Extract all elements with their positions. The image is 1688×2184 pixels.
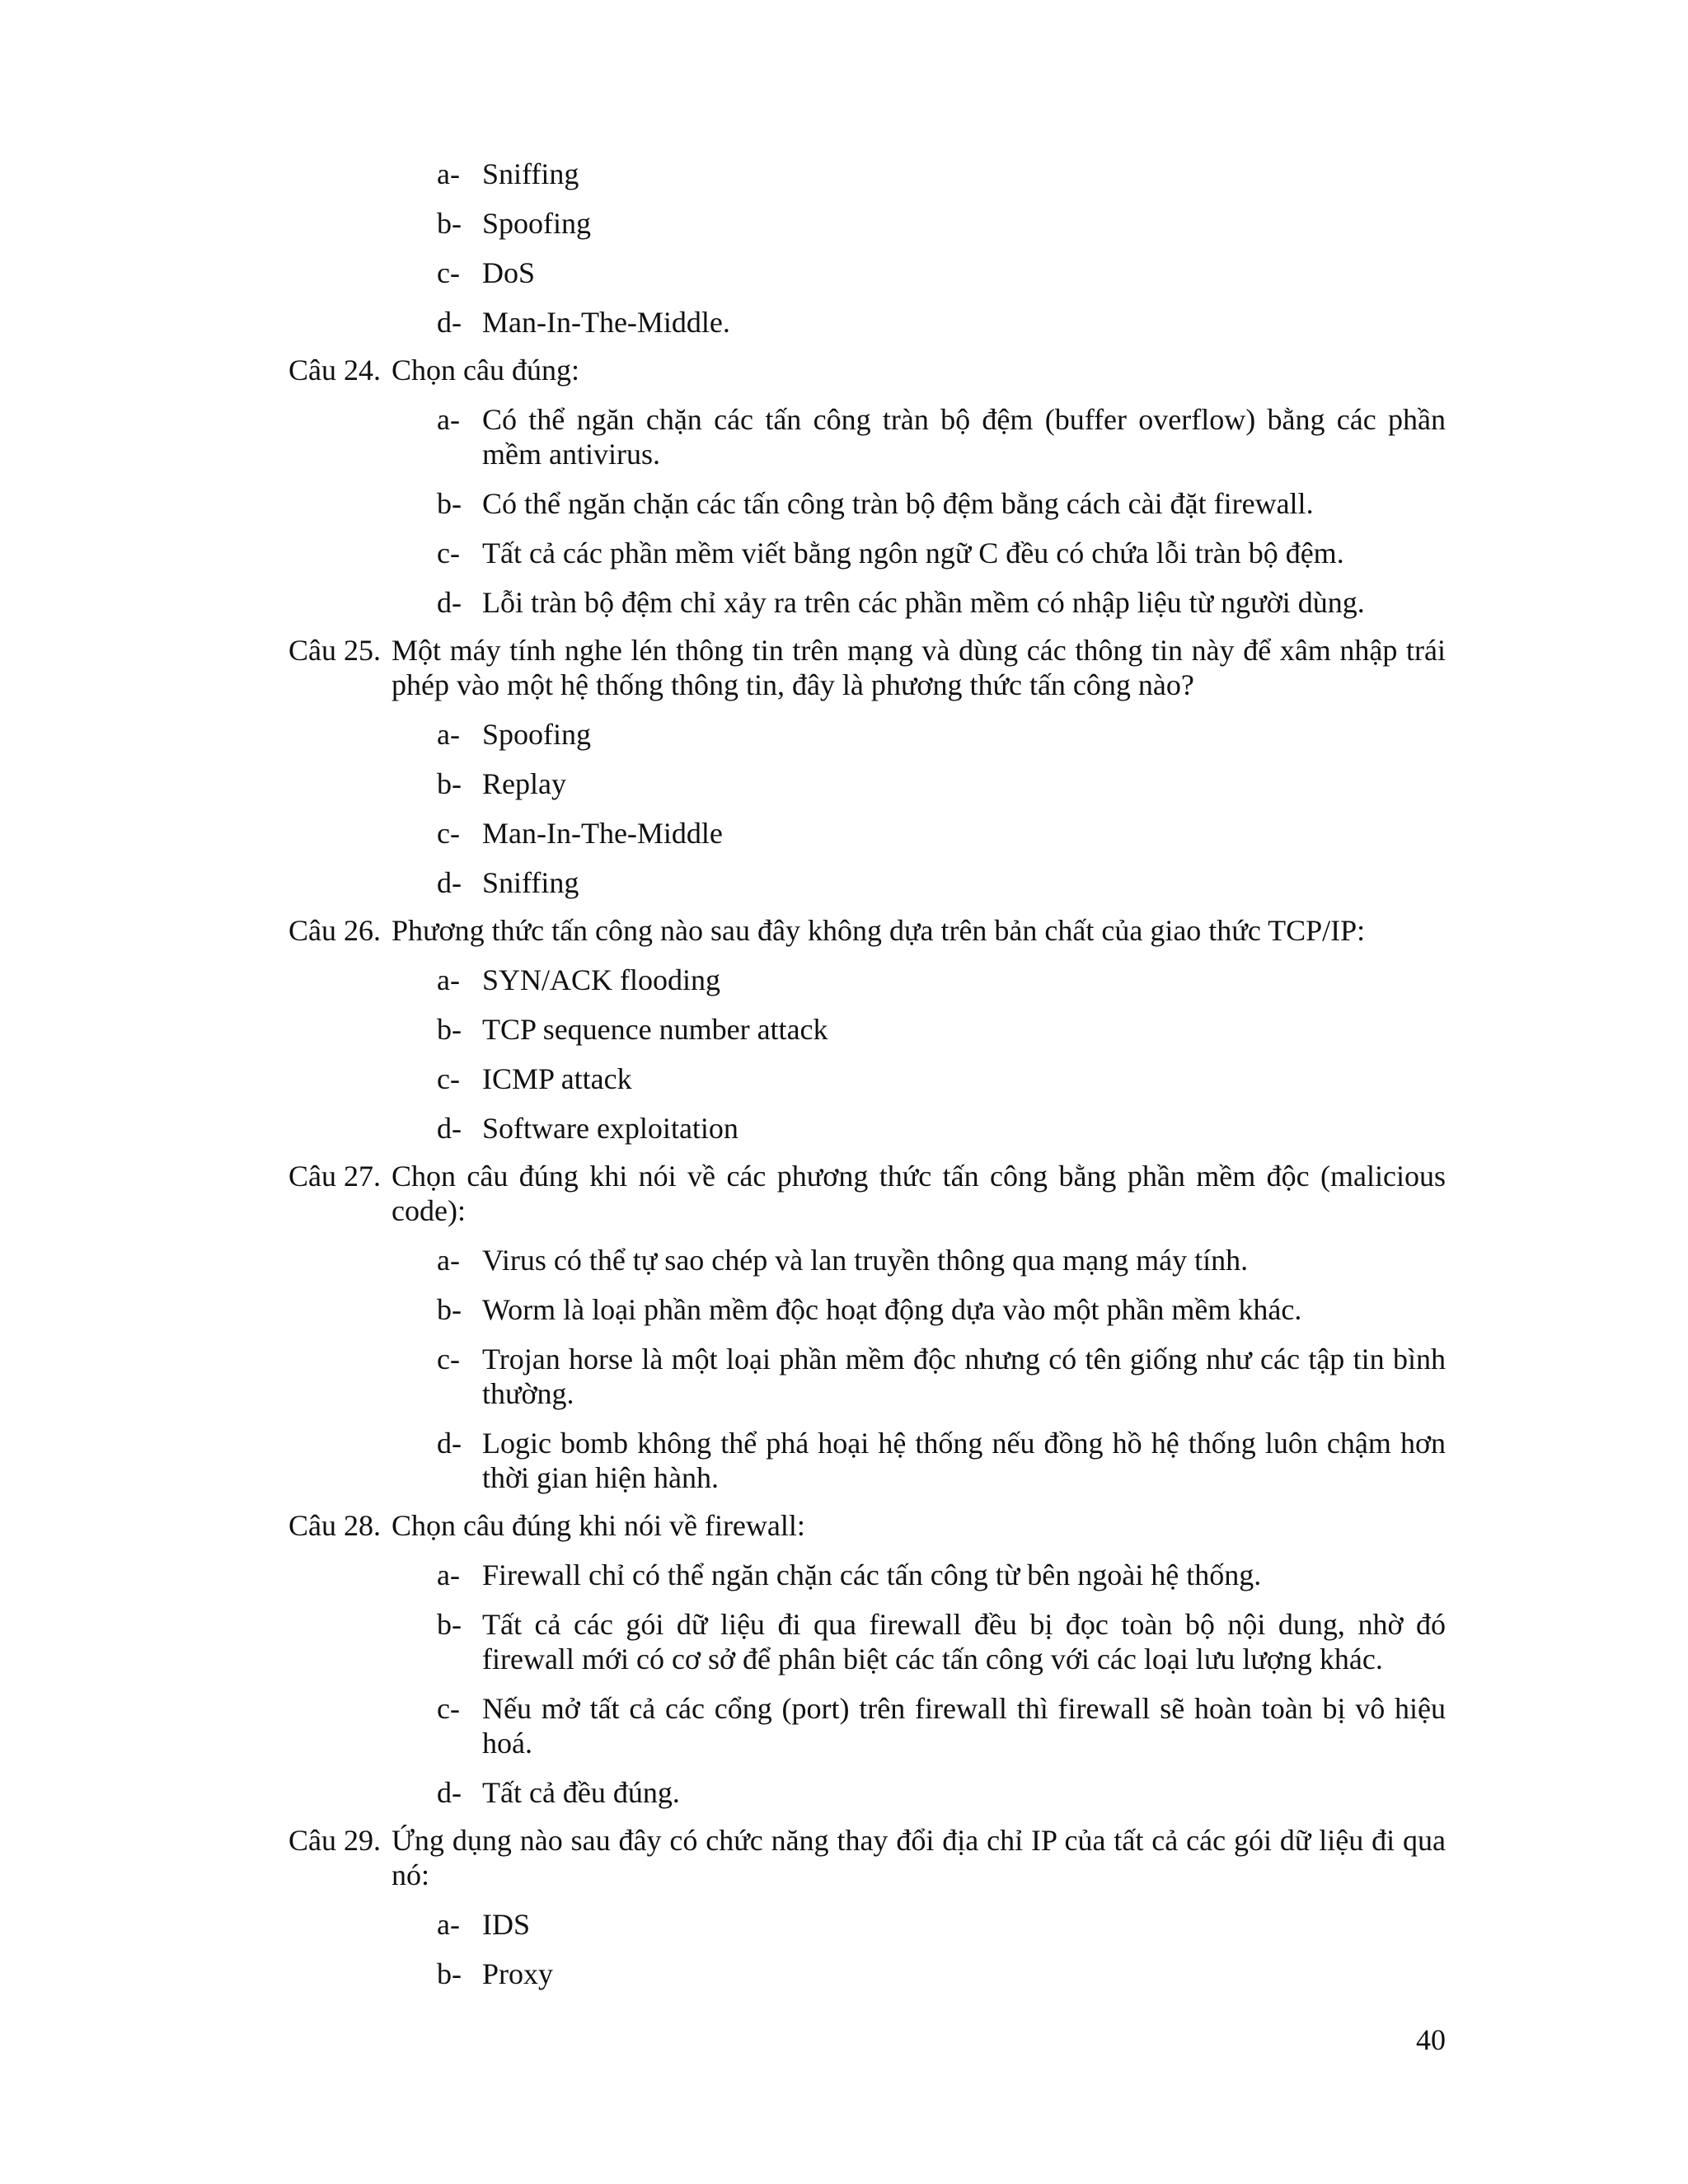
option <box>288 717 1446 752</box>
option-letter: c- <box>437 817 460 850</box>
question-text: Một máy tính nghe lén thông tin trên mạng và dùng các thông tin này để xâm nhập trái phép vào một hệ thống thông tin, đây là phương thức tấn công nào? <box>392 634 1446 701</box>
question-24 <box>288 353 1446 620</box>
option-text: ICMP attack <box>482 1062 632 1095</box>
option-text: Virus có thể tự sao chép và lan truyền thông qua mạng máy tính. <box>482 1244 1249 1277</box>
option <box>288 255 1446 290</box>
option-letter: b- <box>437 1957 462 1990</box>
option <box>288 486 1446 521</box>
option-text: Proxy <box>482 1957 554 1990</box>
option-letter: d- <box>437 1427 462 1460</box>
option-letter: b- <box>437 487 462 520</box>
option-text: Sniffing <box>482 866 579 899</box>
question-number: Câu 24. <box>288 354 381 387</box>
document-content <box>288 157 1446 1991</box>
option <box>288 402 1446 471</box>
option-text: Worm là loại phần mềm độc hoạt động dựa vào một phần mềm khác. <box>482 1293 1302 1326</box>
question-header <box>288 353 1446 387</box>
option <box>288 157 1446 191</box>
option <box>288 206 1446 241</box>
question-text: Chọn câu đúng khi nói về firewall: <box>392 1509 805 1542</box>
option-letter: b- <box>437 1293 462 1326</box>
question-number: Câu 28. <box>288 1509 381 1542</box>
question-27 <box>288 1159 1446 1495</box>
option <box>288 585 1446 620</box>
option <box>288 1558 1446 1592</box>
option-letter: a- <box>437 1244 460 1277</box>
question-header <box>288 1508 1446 1543</box>
option <box>288 1111 1446 1146</box>
option-letter: d- <box>437 306 462 339</box>
option <box>288 305 1446 340</box>
option <box>288 865 1446 900</box>
option-letter: d- <box>437 586 462 619</box>
option-text: Có thể ngăn chặn các tấn công tràn bộ đệm bằng cách cài đặt firewall. <box>482 487 1314 520</box>
question-number: Câu 29. <box>288 1824 381 1857</box>
option-letter: c- <box>437 1343 460 1376</box>
question-number: Câu 25. <box>288 634 381 667</box>
option <box>288 1907 1446 1942</box>
option-letter: a- <box>437 157 460 190</box>
question-text: Chọn câu đúng khi nói về các phương thức tấn công bằng phần mềm độc (malicious code): <box>392 1160 1446 1227</box>
option-letter: a- <box>437 1558 460 1591</box>
option-text: Nếu mở tất cả các cổng (port) trên firewall thì firewall sẽ hoàn toàn bị vô hiệu hoá. <box>482 1692 1446 1760</box>
option-text: Tất cả các phần mềm viết bằng ngôn ngữ C đều có chứa lỗi tràn bộ đệm. <box>482 537 1344 569</box>
option <box>288 1062 1446 1096</box>
option-text: Có thể ngăn chặn các tấn công tràn bộ đệm (buffer overflow) bằng các phần mềm antivirus. <box>482 403 1446 471</box>
option-text: TCP sequence number attack <box>482 1013 828 1046</box>
option-letter: a- <box>437 718 460 751</box>
option-text: Sniffing <box>482 157 579 190</box>
question-number: Câu 27. <box>288 1160 381 1193</box>
option-text: Firewall chỉ có thể ngăn chặn các tấn công từ bên ngoài hệ thống. <box>482 1558 1262 1591</box>
option-letter: d- <box>437 1776 462 1809</box>
option-letter: c- <box>437 256 460 289</box>
option <box>288 766 1446 801</box>
option-letter: a- <box>437 1908 460 1941</box>
option-letter: c- <box>437 1692 460 1725</box>
option-letter: a- <box>437 963 460 996</box>
page-number: 40 <box>1416 2023 1446 2056</box>
leading-options <box>288 157 1446 340</box>
question-26 <box>288 913 1446 1146</box>
option-letter: b- <box>437 1608 462 1641</box>
option <box>288 816 1446 851</box>
option <box>288 1243 1446 1277</box>
option-text: Trojan horse là một loại phần mềm độc nhưng có tên giống như các tập tin bình thường. <box>482 1343 1446 1410</box>
option-letter: b- <box>437 1013 462 1046</box>
question-text: Phương thức tấn công nào sau đây không dựa trên bản chất của giao thức TCP/IP: <box>392 914 1366 947</box>
option-text: Spoofing <box>482 207 592 240</box>
option <box>288 1012 1446 1047</box>
option-text: Software exploitation <box>482 1112 738 1145</box>
question-header <box>288 913 1446 948</box>
option-letter: c- <box>437 537 460 569</box>
option-letter: a- <box>437 403 460 436</box>
option-letter: c- <box>437 1062 460 1095</box>
question-text: Ứng dụng nào sau đây có chức năng thay đổi địa chỉ IP của tất cả các gói dữ liệu đi qua nó: <box>392 1824 1446 1891</box>
option-text: Man-In-The-Middle <box>482 817 723 850</box>
option <box>288 1775 1446 1810</box>
option-text: Logic bomb không thể phá hoại hệ thống nếu đồng hồ hệ thống luôn chậm hơn thời gian hiện hành. <box>482 1427 1446 1494</box>
option <box>288 1691 1446 1760</box>
option-letter: b- <box>437 767 462 800</box>
question-header <box>288 633 1446 702</box>
question-29 <box>288 1823 1446 1991</box>
question-25 <box>288 633 1446 900</box>
option <box>288 963 1446 997</box>
question-number: Câu 26. <box>288 914 381 947</box>
option <box>288 1607 1446 1676</box>
option-text: Man-In-The-Middle. <box>482 306 730 339</box>
option-letter: b- <box>437 207 462 240</box>
option-text: Tất cả các gói dữ liệu đi qua firewall đều bị đọc toàn bộ nội dung, nhờ đó firewall mới có cơ sở để phân biệt các tấn công với các loại lưu lượng khác. <box>482 1608 1446 1675</box>
option-text: Spoofing <box>482 718 592 751</box>
option <box>288 1426 1446 1495</box>
option-text: DoS <box>482 256 536 289</box>
question-header <box>288 1823 1446 1892</box>
option <box>288 1342 1446 1411</box>
option-text: Tất cả đều đúng. <box>482 1776 680 1809</box>
option <box>288 1292 1446 1327</box>
option-letter: d- <box>437 1112 462 1145</box>
option-text: Lỗi tràn bộ đệm chỉ xảy ra trên các phần mềm có nhập liệu từ người dùng. <box>482 586 1365 619</box>
option <box>288 1957 1446 1991</box>
option-letter: d- <box>437 866 462 899</box>
question-header <box>288 1159 1446 1228</box>
question-28 <box>288 1508 1446 1810</box>
option-text: SYN/ACK flooding <box>482 963 721 996</box>
question-text: Chọn câu đúng: <box>392 354 579 387</box>
option-text: IDS <box>482 1908 531 1941</box>
option <box>288 536 1446 570</box>
option-text: Replay <box>482 767 566 800</box>
